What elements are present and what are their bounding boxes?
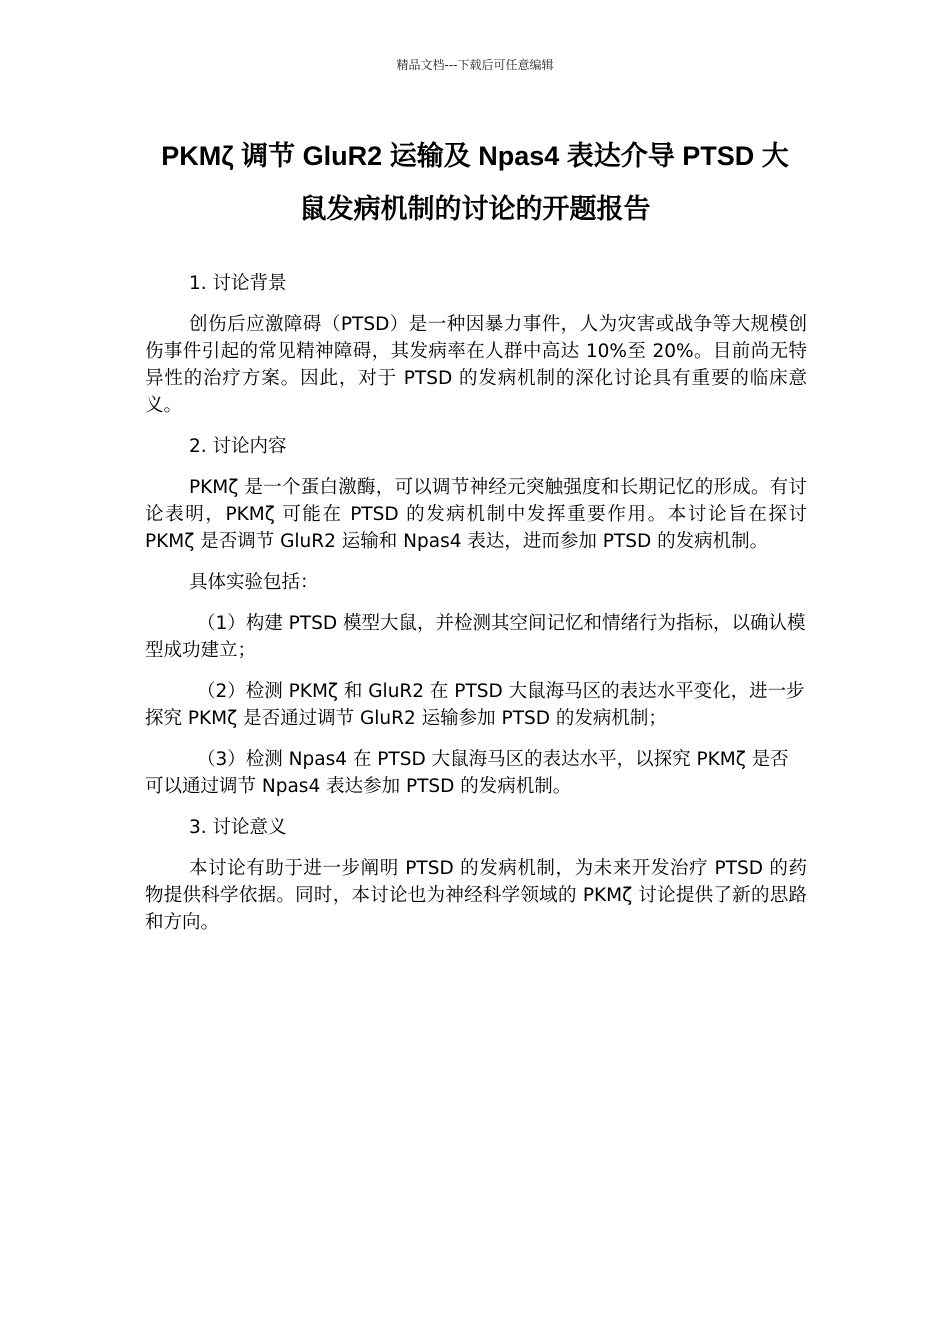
experiment-item-1: （1）构建 PTSD 模型大鼠，并检测其空间记忆和情绪行为指标，以确认模型成功建立； (145, 613, 806, 661)
section-heading-background: 1. 讨论背景 (189, 273, 287, 294)
section-heading-significance: 3. 讨论意义 (189, 817, 287, 838)
experiment-item-3: （3）检测 Npas4 在 PTSD 大鼠海马区的表达水平，以探究 PKMζ 是否可以通过调节 Npas4 表达参加 PTSD 的发病机制。 (145, 749, 789, 797)
title-line-1: PKMζ 调节 GluR2 运输及 Npas4 表达介导 PTSD 大 (161, 141, 789, 171)
section-heading-content: 2. 讨论内容 (189, 436, 287, 457)
document-title (145, 130, 805, 236)
content-paragraph: PKMζ 是一个蛋白激酶，可以调节神经元突触强度和长期记忆的形成。有讨论表明，PKMζ 可能在 PTSD 的发病机制中发挥重要作用。本讨论旨在探讨 PKMζ 是否调节 GluR2 运输和 Npas4 表达，进而参加 PTSD 的发病机制。 (145, 477, 807, 552)
title-line-2: 鼠发病机制的讨论的开题报告 (299, 194, 651, 224)
significance-paragraph: 本讨论有助于进一步阐明 PTSD 的发病机制，为未来开发治疗 PTSD 的药物提供科学依据。同时，本讨论也为神经科学领域的 PKMζ 讨论提供了新的思路和方向。 (145, 858, 807, 933)
document-body (145, 270, 807, 950)
page-header: 精品文档---下载后可任意编辑 (396, 58, 554, 72)
experiments-intro: 具体实验包括： (189, 572, 319, 593)
background-paragraph: 创伤后应激障碍（PTSD）是一种因暴力事件，人为灾害或战争等大规模创伤事件引起的常见精神障碍，其发病率在人群中高达 10%至 20%。目前尚无特异性的治疗方案。因此，对于 PTSD 的发病机制的深化讨论具有重要的临床意义。 (145, 314, 807, 416)
experiment-item-2: （2）检测 PKMζ 和 GluR2 在 PTSD 大鼠海马区的表达水平变化，进一步探究 PKMζ 是否通过调节 GluR2 运输参加 PTSD 的发病机制； (145, 681, 805, 729)
